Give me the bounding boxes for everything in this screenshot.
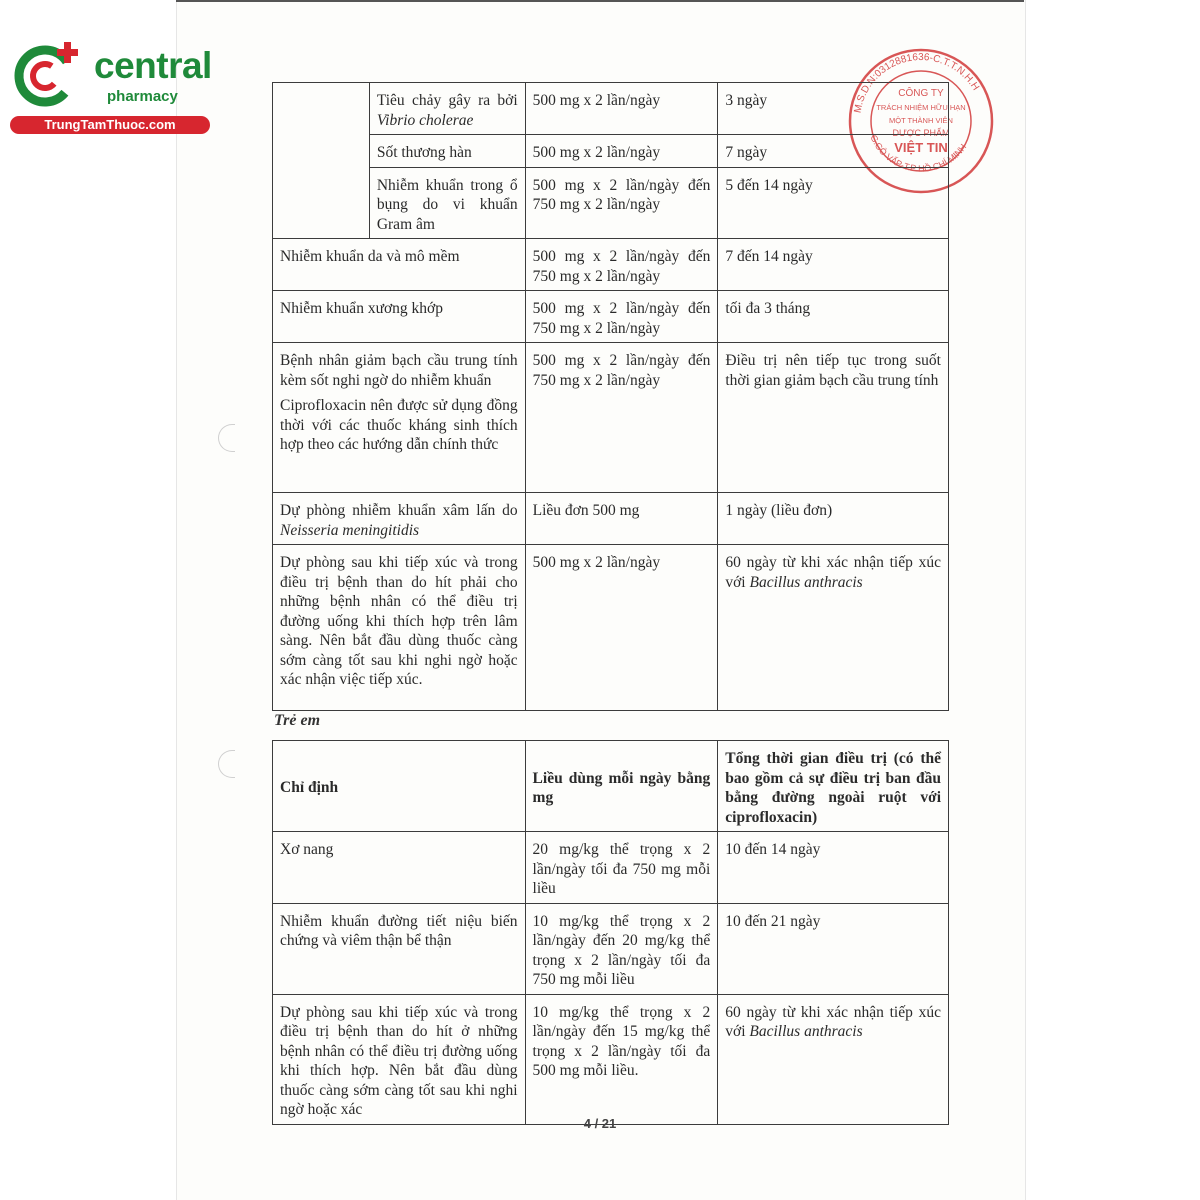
- indication-cell: Dự phòng sau khi tiếp xúc và trong điều trị bệnh than do hít ở những bệnh nhân có thể điều trị đường uống khi thích hợp. Nên bắt đầu dùng thuốc càng sớm càng tốt sau khi nghi ngờ hoặc xác: [273, 994, 526, 1124]
- dose-cell: 500 mg x 2 lần/ngày: [525, 135, 718, 168]
- duration-cell: 3 ngày: [718, 83, 949, 135]
- stamp-ring-bottom-text: G.GÒ VẤP-T.P HỒ CHÍ MINH: [868, 133, 969, 174]
- duration-cell: Điều trị nên tiếp tục trong suốt thời gian giảm bạch cầu trung tính: [718, 343, 949, 493]
- duration-cell: 5 đến 14 ngày: [718, 167, 949, 239]
- table-row: [273, 343, 949, 493]
- stamp-line-3: MỘT THÀNH VIÊN: [889, 116, 953, 125]
- stamp-line-4: DƯỢC PHẨM: [892, 128, 950, 138]
- duration-cell: tối đa 3 tháng: [718, 291, 949, 343]
- indication-cell: [369, 83, 525, 135]
- indication-text: Tiêu chảy gây ra bởi: [376, 92, 518, 109]
- table-row: [273, 545, 949, 711]
- table-row: [273, 832, 949, 904]
- dose-cell: 500 mg x 2 lần/ngày đến 750 mg x 2 lần/ngày: [525, 291, 718, 343]
- organism-name: Bacillus anthracis: [749, 1023, 863, 1040]
- dose-cell: 500 mg x 2 lần/ngày đến 750 mg x 2 lần/ngày: [525, 343, 718, 493]
- logo-website[interactable]: TrungTamThuoc.com: [10, 116, 210, 134]
- indication-cell: Nhiễm khuẩn trong ổ bụng do vi khuẩn Gram âm: [369, 167, 525, 239]
- indication-note: Ciprofloxacin nên được sử dụng đồng thời với các thuốc kháng sinh thích hợp theo các hướng dẫn chính thức: [280, 397, 518, 453]
- column-header-dose: Liều dùng mỗi ngày bằng mg: [525, 741, 718, 832]
- organism-name: Bacillus anthracis: [749, 573, 863, 591]
- duration-text: 60 ngày từ khi xác nhận tiếp xúc với: [725, 554, 941, 591]
- table-row: [273, 135, 949, 168]
- indication-cell: [273, 493, 526, 545]
- dose-cell: 500 mg x 2 lần/ngày: [525, 83, 718, 135]
- indication-cell: Xơ nang: [273, 832, 526, 904]
- duration-text: 60 ngày từ khi xác nhận tiếp xúc với: [725, 1003, 941, 1040]
- central-pharmacy-logo-icon: [12, 40, 82, 110]
- dose-cell: 500 mg x 2 lần/ngày đến 750 mg x 2 lần/ngày: [525, 167, 718, 239]
- column-header-indication: Chỉ định: [273, 741, 526, 832]
- indication-cell: Dự phòng sau khi tiếp xúc và trong điều trị bệnh than do hít phải cho những bệnh nhân có thể điều trị đường uống khi thích hợp trên lâm sàng. Nên bắt đầu dùng thuốc càng sớm càng tốt sau khi nghi ngờ hoặc xác nhận việc tiếp xúc.: [273, 545, 526, 711]
- stamp-ring-text: M.S.D.N:0312881636-C.T.T.N.H.H: [852, 51, 981, 114]
- duration-cell: 7 ngày: [718, 135, 949, 168]
- table-header-row: [273, 741, 949, 832]
- table-row: [273, 493, 949, 545]
- table-row: [273, 903, 949, 994]
- dose-cell: 10 mg/kg thể trọng x 2 lần/ngày đến 20 mg/kg thể trọng x 2 lần/ngày tối đa 750 mg mỗi liều: [525, 903, 718, 994]
- section-title-children: Trẻ em: [274, 712, 321, 729]
- logo-brand-name: central: [94, 45, 212, 86]
- page-number: 4 / 21: [583, 1116, 617, 1131]
- dose-cell: 20 mg/kg thể trọng x 2 lần/ngày tối đa 750 mg mỗi liều: [525, 832, 718, 904]
- logo-brand-subtitle: pharmacy: [107, 88, 178, 105]
- duration-cell: 10 đến 21 ngày: [718, 903, 949, 994]
- duration-cell: 7 đến 14 ngày: [718, 239, 949, 291]
- indication-cell: Nhiễm khuẩn xương khớp: [273, 291, 526, 343]
- indication-cell: Nhiễm khuẩn da và mô mềm: [273, 239, 526, 291]
- organism-name: Neisseria meningitidis: [280, 521, 420, 539]
- table-row: [273, 167, 949, 239]
- stamp-line-2: TRÁCH NHIỆM HỮU HẠN: [876, 103, 966, 112]
- dose-cell: 10 mg/kg thể trọng x 2 lần/ngày đến 15 mg/kg thể trọng x 2 lần/ngày tối đa 500 mg mỗi liều.: [525, 994, 718, 1124]
- dose-cell: Liều đơn 500 mg: [525, 493, 718, 545]
- dose-cell: 500 mg x 2 lần/ngày: [525, 545, 718, 711]
- children-dosage-table: [272, 740, 949, 1125]
- indication-text: Dự phòng nhiễm khuẩn xâm lấn do: [280, 502, 518, 519]
- duration-cell: 1 ngày (liều đơn): [718, 493, 949, 545]
- duration-cell: 10 đến 14 ngày: [718, 832, 949, 904]
- table-row: [273, 83, 949, 135]
- table-row: [273, 291, 949, 343]
- organism-name: Vibrio cholerae: [376, 111, 474, 129]
- indication-cell: Nhiễm khuẩn đường tiết niệu biến chứng và viêm thận bể thận: [273, 903, 526, 994]
- dose-cell: 500 mg x 2 lần/ngày đến 750 mg x 2 lần/ngày: [525, 239, 718, 291]
- column-header-duration: Tổng thời gian điều trị (có thể bao gồm cả sự điều trị ban đầu bằng đường ngoài ruột với ciprofloxacin): [718, 741, 949, 832]
- indication-cell: Sốt thương hàn: [369, 135, 525, 168]
- central-pharmacy-logo[interactable]: [10, 38, 215, 138]
- table-row: [273, 994, 949, 1124]
- indication-cell: [273, 343, 526, 493]
- merged-indication-cell: [273, 83, 370, 239]
- indication-text: Bệnh nhân giảm bạch cầu trung tính kèm sốt nghi ngờ do nhiễm khuẩn: [280, 352, 518, 389]
- adult-dosage-table: [272, 82, 949, 711]
- page-top-border: [176, 0, 1024, 2]
- stamp-line-5: VIỆT TIN: [894, 140, 948, 155]
- duration-cell: [718, 994, 949, 1124]
- stamp-line-1: CÔNG TY: [898, 88, 944, 99]
- duration-cell: [718, 545, 949, 711]
- table-row: [273, 239, 949, 291]
